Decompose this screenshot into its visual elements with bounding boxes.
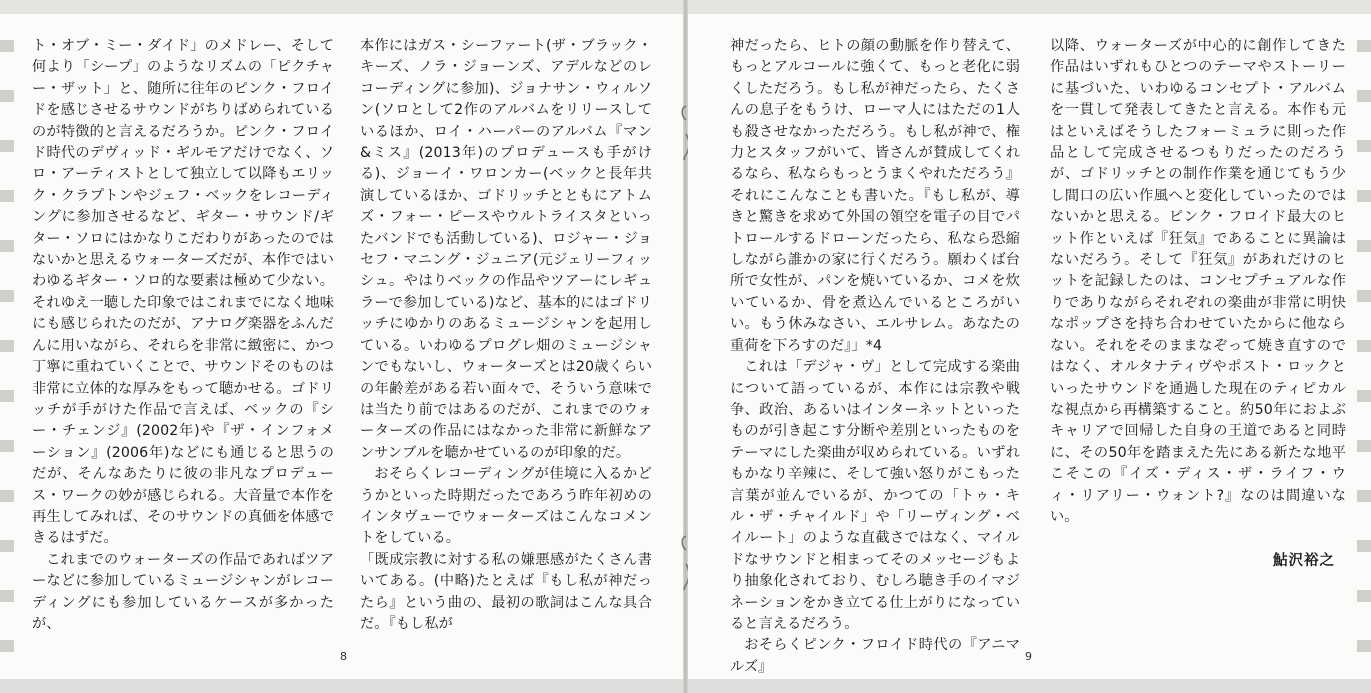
- right-page: [688, 0, 1371, 693]
- author-name: 鮎沢裕之: [1273, 553, 1335, 569]
- bottom-band: [688, 679, 1371, 693]
- paragraph: 以降、ウォーターズが中心的に創作してきた作品はいずれもひとつのテーマやストーリーに基づいた、いわゆるコンセプト・アルバムを一貫して発表してきたと言える。本作も元はといえばそうしたフォーミュラに則った作品として完成させるつもりだったのだろうが、ゴドリッチとの制作作業を通じてもう少し間口の広い作風へと変化していったのではないかと思える。ピンク・フロイド最大のヒット作といえば『狂気』であることに異論はないだろう。そして『狂気』があれだけのヒットを記録したのは、コンセプチュアルな作りでありながらそれぞれの楽曲が非常に明快なポップさを持ち合わせていたからに他ならない。それをそのままなぞって焼き直すのではなく、オルタナティヴやポスト・ロックといったサウンドを通過した現在のティピカルな視点から再構築すること。約50年におよぶキャリアで回帰した自身の王道であると同時に、その50年を踏まえた先にある新たな地平こそこの『イズ・ディス・ザ・ライフ・ウィ・リアリー・ウォント?』なのは間違いない。: [1050, 38, 1346, 525]
- paragraph: これは「デジャ・ヴ」として完成する楽曲について語っているが、本作には宗教や戦争、政治、あるいはインターネットといったものが引き起こす分断や差別といったものをテーマにした楽曲が収められている。いずれもかなり辛辣に、そして強い怒りがこもった言葉が並んでいるが、かつての「トゥ・キル・ザ・チャイルド」や「リーヴィング・ベイルート」のような直截さではなく、マイルドなサウンドと相まってそのメッセージもより抽象化されており、むしろ聴き手のイマジネーションをかき立てる仕上がりになっていると言えるだろう。: [730, 359, 1020, 632]
- column-1: [32, 36, 334, 635]
- paragraph: ト・オブ・ミー・ダイド」のメドレー、そして何より「シープ」のようなリズムの「ピクチャー・ザット」と、随所に往年のピンク・フロイドを感じさせるサウンドがちりばめられているのが特徴的と言えるだろうか。ピンク・フロイド時代のデヴィッド・ギルモアだけでなく、ソロ・アーティストとして独立して以降もエリック・クラプトンやジェフ・ベックをレコーディングに参加させるなど、ギター・サウンド/ギター・ソロにはかなりこだわりがあったのではないかと思えるウォーターズだが、本作ではいわゆるギター・ソロ的な要素は極めて少ない。それゆえ一聴した印象ではこれまでになく地味にも感じられたのだが、アナログ楽器をふんだんに用いながら、それらを非常に緻密に、かつ丁寧に重ねていくことで、サウンドそのものは非常に立体的な厚みをもって聴かせる。ゴドリッチが手がけた作品で言えば、ベックの『シー・チェンジ』(2002年)や『ザ・インフォメーション』(2006年)などにも通じると思うのだが、そんなあたりに彼の非凡なプロデュース・ワークの妙が感じられる。大音量で本作を再生してみれば、そのサウンドの真価を体感できるはずだ。: [32, 38, 334, 547]
- paragraph: 「既成宗教に対する私の嫌悪感がたくさん書いてある。(中略)たとえば『もし私が神だったら』という曲の、最初の歌詞はこんな具合だ。『もし私が: [360, 551, 652, 632]
- page-number-left: 8: [340, 650, 347, 663]
- paragraph: これまでのウォーターズの作品であればツアーなどに参加しているミュージシャンがレコーディングにも参加しているケースが多かったが、: [32, 551, 334, 632]
- paragraph: おそらくレコーディングが佳境に入るかどうかといった時期だったであろう昨年初めのインタヴューでウォーターズはこんなコメントをしている。: [360, 466, 652, 547]
- column-2: [360, 36, 652, 635]
- left-edge-texture: [0, 0, 14, 693]
- paragraph: 神だったら、ヒトの顔の動脈を作り替えて、もっとアルコールに強くて、もっと老化に弱くしただろう。もし私が神だったら、たくさんの息子をもうけ、ローマ人にはただの1人も殺させなかっただろう。もし私が神で、権力とスタッフがいて、皆さんが賛成してくれるなら、私ならもっとうまくやれただろう』それにこんなことも書いた。『もし私が、導きと驚きを求めて外国の領空を電子の目でパトロールするドローンだったら、私なら恐縮しながら誰かの家に行くだろう。願わくば台所で女性が、パンを焼いているか、コメを炊いているか、骨を煮込んでいるところがいい。もう休みなさい、エルサレム。あなたの重荷を下ろすのだ』」*4: [730, 38, 1020, 354]
- bottom-band: [0, 679, 683, 693]
- paragraph: おそらくピンク・フロイド時代の『アニマルズ』: [730, 637, 1020, 675]
- left-page: [0, 0, 683, 693]
- column-3: [730, 36, 1020, 678]
- paragraph: 本作にはガス・シーファート(ザ・ブラック・キーズ、ノラ・ジョーンズ、アデルなどのレコーディングに参加)、ジョナサン・ウィルソン(ソロとして2作のアルバムをリリースしているほか、ロイ・ハーパーのアルバム『マン&ミス』(2013年)のプロデュースも手がける)、ジョーイ・ワロンカー(ベックと長年共演しているほか、ゴドリッチとともにアトムズ・フォー・ピースやウルトライスタといったバンドでも活動している)、ロジャー・ジョセフ・マニング・ジュニア(元ジェリーフィッシュ。やはりベックの作品やツアーにレギュラーで参加している)など、基本的にはゴドリッチにゆかりのあるミュージシャンを起用している。いわゆるプログレ畑のミュージシャンでもないし、ウォーターズとは20歳くらいの年齢差がある若い面々で、そういう意味では当たり前ではあるのだが、これまでのウォーターズの作品にはなかった非常に新鮮なアンサンブルを聴かせているのが印象的だ。: [360, 38, 652, 461]
- column-4: [1050, 36, 1346, 528]
- top-band: [688, 0, 1371, 14]
- top-band: [0, 0, 683, 14]
- right-edge-texture: [1357, 0, 1371, 693]
- page-number-right: 9: [1025, 650, 1032, 663]
